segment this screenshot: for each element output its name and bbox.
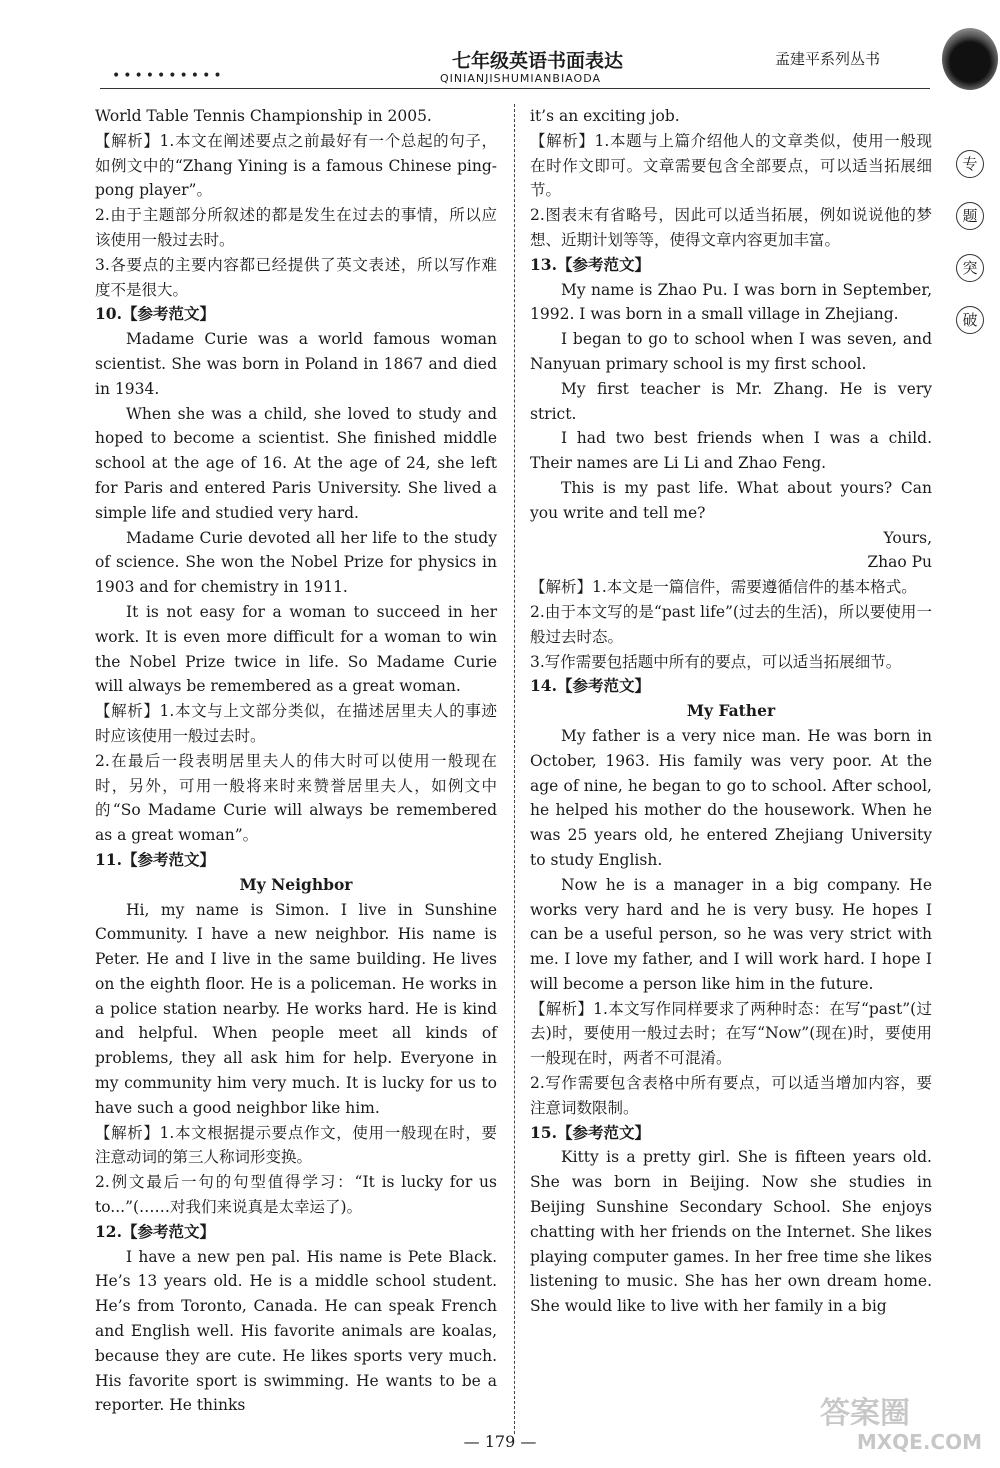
decorative-dots: •••••••••• <box>112 68 225 84</box>
paragraph: When she was a child, she loved to study and hoped to become a scientist. She finished middle school at the age of 16. At the age of 24, she left for Paris and entered Paris University. She lived a simple life and studied very hard. <box>95 404 497 522</box>
side-label: 破 <box>956 306 984 334</box>
side-label: 突 <box>956 254 984 282</box>
paragraph: My first teacher is Mr. Zhang. He is very strict. <box>530 379 932 423</box>
book-title-pinyin: QINIANJISHUMIANBIAODA <box>440 72 601 85</box>
column-divider <box>514 104 515 1434</box>
paragraph: I have a new pen pal. His name is Pete Black. He’s 13 years old. He is a middle school student. He’s from Toronto, Canada. He can speak French and English well. His favorite animals are koalas, because they are cute. He likes sports very much. His favorite sport is swimming. He wants to be a reporter. He thinks <box>95 1247 497 1415</box>
paragraph: I had two best friends when I was a child. Their names are Li Li and Zhao Feng. <box>530 429 932 473</box>
paragraph: Madame Curie was a world famous woman scientist. She was born in Poland in 1867 and died in 1934. <box>95 330 497 398</box>
paragraph: Now he is a manager in a big company. He works very hard and he is very busy. He hopes I can be a useful person, so he was very strict with me. I love my father, and I will work hard. I hope I will become a person like him in the future. <box>530 875 932 993</box>
question-heading: 10.【参考范文】 <box>95 304 215 324</box>
watermark-url: MXQE.COM <box>856 1430 982 1454</box>
header-rule <box>100 88 930 89</box>
question-heading: 15.【参考范文】 <box>530 1122 650 1142</box>
paragraph: Hi, my name is Simon. I live in Sunshine Community. I have a new neighbor. His name is Peter. He and I live in the same building. He lives on the eighth floor. He is a policeman. He works in a police station nearby. He works hard. He is kind and helpful. When people meet all kinds of problems, they all ask him for help. Everyone in my community him very much. It is lucky for us to have such a good neighbor like him. <box>95 900 497 1117</box>
paragraph: 2.在最后一段表明居里夫人的伟大时可以使用一般现在时，另外，可用一般将来时来赞誉居里夫人，如例文中的“So Madame Curie will always be remembered as a great woman”。 <box>95 751 497 845</box>
paragraph: 2.由于本文写的是“past life”(过去的生活)，所以要使用一般过去时态。 <box>530 602 932 646</box>
series-name: 孟建平系列丛书 <box>775 50 881 68</box>
paragraph: Yours, <box>883 528 932 547</box>
paragraph: 2.图表末有省略号，因此可以适当拓展，例如说说他的梦想、近期计划等等，使得文章内容更加丰富。 <box>530 206 932 249</box>
side-labels <box>956 150 988 358</box>
paragraph: it’s an exciting job. <box>530 107 680 125</box>
paragraph: 2.例文最后一句的句型值得学习：“It is lucky for us to...”(……对我们来说真是太幸运了)。 <box>95 1173 497 1217</box>
paragraph: 【解析】1.本文写作同样要求了两种时态：在写“past”(过去)时，要使用一般过去时；在写“Now”(现在)时，要使用一般现在时，两者不可混淆。 <box>530 999 932 1068</box>
emblem-icon <box>942 28 998 90</box>
book-title: 七年级英语书面表达 <box>452 50 624 72</box>
paragraph: Madame Curie devoted all her life to the study of science. She won the Nobel Prize for physics in 1903 and for chemistry in 1911. <box>95 528 497 597</box>
paragraph: 3.各要点的主要内容都已经提供了英文表述，所以写作难度不是很大。 <box>95 255 497 299</box>
paragraph: 2.由于主题部分所叙述的都是发生在过去的事情，所以应该使用一般过去时。 <box>95 206 497 249</box>
paragraph: 【解析】1.本文根据提示要点作文，使用一般现在时，要注意动词的第三人称词形变换。 <box>95 1123 497 1167</box>
side-label: 题 <box>956 202 984 230</box>
side-label: 专 <box>956 150 984 178</box>
page-header <box>0 0 1000 100</box>
watermark-text: 答案圈 <box>820 1396 910 1431</box>
question-heading: 11.【参考范文】 <box>95 849 215 869</box>
paragraph: 2.写作需要包含表格中所有要点，可以适当增加内容，要注意词数限制。 <box>530 1074 932 1117</box>
paragraph: My name is Zhao Pu. I was born in September, 1992. I was born in a small village in Zhejiang. <box>530 280 932 324</box>
essay-title: My Father <box>686 701 776 721</box>
right-column <box>530 104 932 1319</box>
left-column <box>95 104 497 1418</box>
paragraph: I began to go to school when I was seven, and Nanyuan primary school is my first school. <box>530 330 932 373</box>
paragraph: 【解析】1.本文是一篇信件，需要遵循信件的基本格式。 <box>530 578 917 597</box>
paragraph: 【解析】1.本题与上篇介绍他人的文章类似，使用一般现在时作文即可。文章需要包含全部要点，可以适当拓展细节。 <box>530 131 932 200</box>
question-heading: 14.【参考范文】 <box>530 676 650 696</box>
paragraph: My father is a very nice man. He was born in October, 1963. His family was very poor. At the age of nine, he began to go to school. After school, he helped his mother do the housework. When he was 25 years old, he entered Zhejiang University to study English. <box>530 726 932 869</box>
paragraph: Kitty is a pretty girl. She is fifteen years old. She was born in Beijing. Now she studies in Beijing Sunshine Secondary School. She enjoys chatting with her friends on the Internet. She likes playing computer games. In her free time she likes listening to music. She has her own dream home. She would like to live with her family in a big <box>530 1148 932 1316</box>
paragraph: World Table Tennis Championship in 2005. <box>95 107 432 125</box>
essay-title: My Neighbor <box>239 874 353 894</box>
paragraph: 3.写作需要包括题中所有的要点，可以适当拓展细节。 <box>530 652 902 671</box>
question-heading: 13.【参考范文】 <box>530 254 650 274</box>
paragraph: It is not easy for a woman to succeed in her work. It is even more difficult for a woman to win the Nobel Prize twice in life. So Madame Curie will always be remembered as a great woman. <box>95 602 497 696</box>
paragraph: 【解析】1.本文与上文部分类似，在描述居里夫人的事迹时应该使用一般过去时。 <box>95 702 497 745</box>
watermark <box>820 1396 990 1462</box>
question-heading: 12.【参考范文】 <box>95 1221 215 1241</box>
page-number: — 179 — <box>463 1432 537 1451</box>
paragraph: Zhao Pu <box>867 553 932 572</box>
paragraph: This is my past life. What about yours? Can you write and tell me? <box>530 478 932 522</box>
paragraph: 【解析】1.本文在阐述要点之前最好有一个总起的句子，如例文中的“Zhang Yining is a famous Chinese ping-pong player”。 <box>95 131 497 200</box>
